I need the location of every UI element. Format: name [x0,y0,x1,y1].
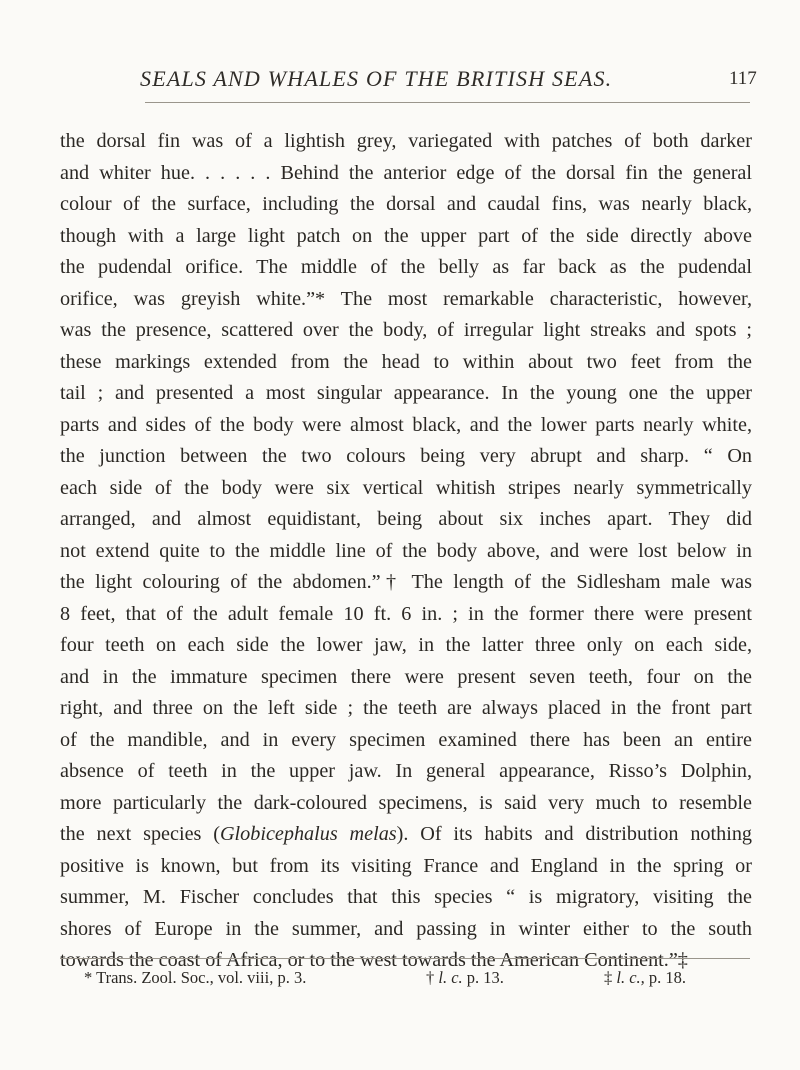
text-line: towards the coast of Africa, or to the west towards the American Continent.”‡ [60,949,688,971]
text-line: each side of the body were six vertical whitish stripes nearly symmetrically [60,476,752,499]
footnote-rule [60,958,750,959]
footnote-2-mark: † [426,968,435,987]
text-line: these markings extended from the head to within about two feet from the [60,350,752,373]
text-line: the next species (Globicephalus melas). Of its habits and distribution nothing [60,823,753,845]
text-line: the junction between the two colours being very abrupt and sharp. “ On [60,445,752,467]
footnote-3 [604,968,686,988]
text-line: and in the immature specimen there were present seven teeth, four on the [60,665,752,688]
text-line: colour of the surface, including the dorsal and caudal fins, was nearly black, [60,193,752,215]
text-line: positive is known, but from its visiting France and England in the spring or [60,854,752,877]
footnote-3-ref: l. c., [616,968,645,987]
text-line: though with a large light patch on the upper part of the side directly above [60,224,752,247]
footnote-3-page: p. 18. [648,968,687,987]
page-number: 117 [729,68,757,89]
body-paragraph [60,126,752,977]
text-line: shores of Europe in the summer, and passing in winter either to the south [60,917,752,940]
text-line: tail ; and presented a most singular appearance. In the young one the upper [60,382,752,404]
text-line: and whiter hue. . . . . . Behind the anterior edge of the dorsal fin the general [60,161,752,184]
footnote-1: * Trans. Zool. Soc., vol. viii, p. 3. [84,968,307,987]
text-line: the dorsal fin was of a lightish grey, variegated with patches of both darker [60,130,752,152]
footnote-2-ref: l. c. [438,968,463,987]
text-line: summer, M. Fischer concludes that this species “ is migratory, visiting the [60,886,752,908]
species-name: Globicephalus melas [219,823,397,845]
text-line: not extend quite to the middle line of the body above, and were lost below in [60,539,752,562]
text-line: absence of teeth in the upper jaw. In general appearance, Risso’s Dolphin, [60,760,752,782]
text-line: of the mandible, and in every specimen examined there has been an entire [60,728,752,751]
text-line: the pudendal orifice. The middle of the belly as far back as the pudendal [60,256,752,278]
text-line: more particularly the dark-coloured specimens, is said very much to resemble [60,791,752,814]
running-title: SEALS AND WHALES OF THE BRITISH SEAS. [140,66,613,91]
footnote-2 [426,968,504,988]
footnote-3-mark: ‡ [604,968,613,987]
text-line: orifice, was greyish white.”* The most remarkable characteristic, however, [60,287,752,310]
text-line: was the presence, scattered over the body, of irregular light streaks and spots ; [60,319,752,341]
footnote-2-page: p. 13. [466,968,504,987]
text-line: right, and three on the left side ; the teeth are always placed in the front part [60,697,752,719]
text-line: parts and sides of the body were almost black, and the lower parts nearly white, [60,413,752,436]
text-line: arranged, and almost equidistant, being about six inches apart. They did [60,508,752,530]
text-line: the light colouring of the abdomen.”† The length of the Sidlesham male was [60,571,752,593]
text-line: 8 feet, that of the adult female 10 ft. 6 in. ; in the former there were present [60,602,752,625]
header-rule [145,102,750,103]
text-line: four teeth on each side the lower jaw, in the latter three only on each side, [60,634,752,656]
